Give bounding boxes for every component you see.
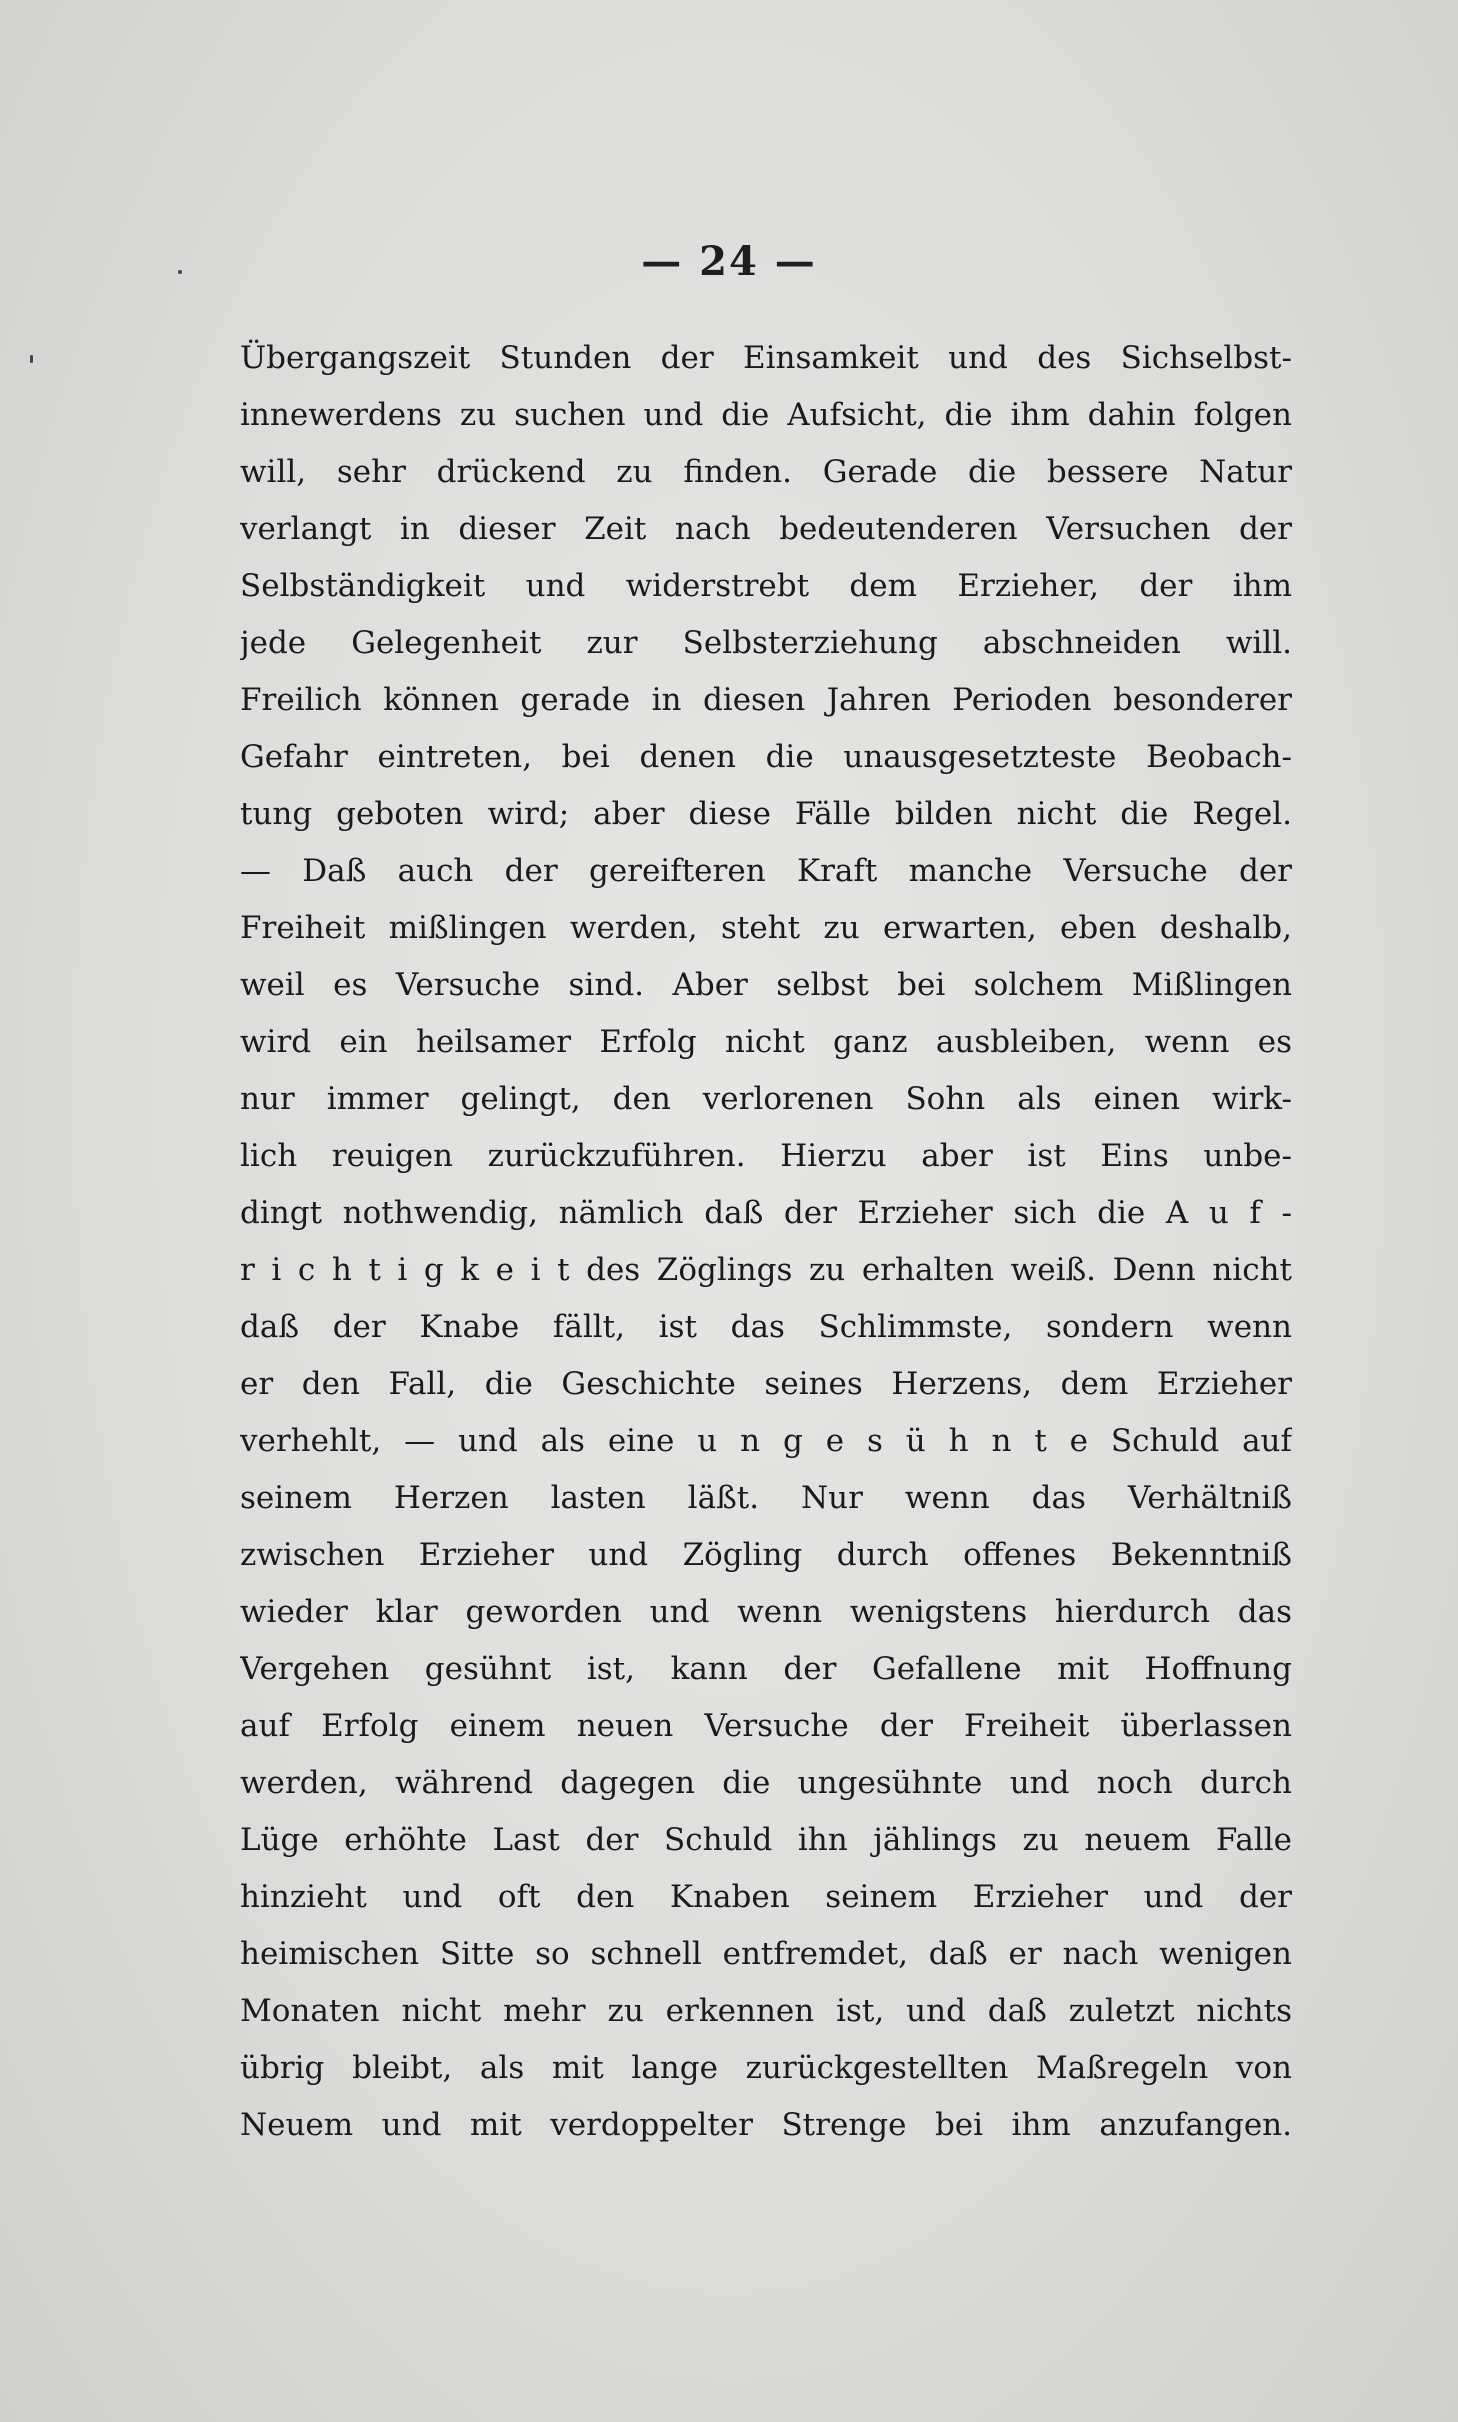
text-line: hinzieht und oft den Knaben seinem Erzieher und der [240,1879,1292,1915]
text-line: — Daß auch der gereifteren Kraft manche Versuche der [240,853,1292,889]
text-line: er den Fall, die Geschichte seines Herzens, dem Erzieher [240,1366,1292,1402]
text-line: wird ein heilsamer Erfolg nicht ganz ausbleiben, wenn es [240,1024,1292,1060]
text-line: übrig bleibt, als mit lange zurückgestellten Maßregeln von [240,2050,1292,2086]
text-line: Lüge erhöhte Last der Schuld ihn jählings zu neuem Falle [240,1822,1292,1858]
text-line: Gefahr eintreten, bei denen die unausgesetzteste Beobach- [240,739,1292,775]
text-line: Neuem und mit verdoppelter Strenge bei ihm anzufangen. [240,2107,1292,2143]
text-line: zwischen Erzieher und Zögling durch offenes Bekenntniß [240,1537,1292,1573]
text-line: werden, während dagegen die ungesühnte und noch durch [240,1765,1292,1801]
text-line: Übergangszeit Stunden der Einsamkeit und des Sichselbst- [240,340,1292,376]
text-line: will, sehr drückend zu finden. Gerade die bessere Natur [240,454,1292,490]
text-line: Vergehen gesühnt ist, kann der Gefallene mit Hoffnung [240,1651,1292,1687]
text-line: Selbständigkeit und widerstrebt dem Erzieher, der ihm [240,568,1292,604]
text-line: r i c h t i g k e i t des Zöglings zu erhalten weiß. Denn nicht [240,1252,1292,1288]
paper-speck-mark [30,355,33,363]
text-line: Freilich können gerade in diesen Jahren Perioden besonderer [240,682,1292,718]
text-line: dingt nothwendig, nämlich daß der Erzieher sich die A u f - [240,1195,1292,1231]
text-line: heimischen Sitte so schnell entfremdet, daß er nach wenigen [240,1936,1292,1972]
text-line: auf Erfolg einem neuen Versuche der Freiheit überlassen [240,1708,1292,1744]
text-line: Monaten nicht mehr zu erkennen ist, und daß zuletzt nichts [240,1993,1292,2029]
text-line: Freiheit mißlingen werden, steht zu erwarten, eben deshalb, [240,910,1292,946]
text-line: nur immer gelingt, den verlorenen Sohn als einen wirk- [240,1081,1292,1117]
text-line: weil es Versuche sind. Aber selbst bei solchem Mißlingen [240,967,1292,1003]
text-line: tung geboten wird; aber diese Fälle bilden nicht die Regel. [240,796,1292,832]
page-number: — 24 — [641,238,817,285]
text-line: innewerdens zu suchen und die Aufsicht, die ihm dahin folgen [240,397,1292,433]
text-line: lich reuigen zurückzuführen. Hierzu aber ist Eins unbe- [240,1138,1292,1174]
text-line: verhehlt, — und als eine u n g e s ü h n t e Schuld auf [240,1423,1292,1459]
body-text [240,330,1292,2154]
text-line: daß der Knabe fällt, ist das Schlimmste, sondern wenn [240,1309,1292,1345]
text-line: wieder klar geworden und wenn wenigstens hierdurch das [240,1594,1292,1630]
text-line: seinem Herzen lasten läßt. Nur wenn das Verhältniß [240,1480,1292,1516]
text-line: verlangt in dieser Zeit nach bedeutenderen Versuchen der [240,511,1292,547]
text-line: jede Gelegenheit zur Selbsterziehung abschneiden will. [240,625,1292,661]
